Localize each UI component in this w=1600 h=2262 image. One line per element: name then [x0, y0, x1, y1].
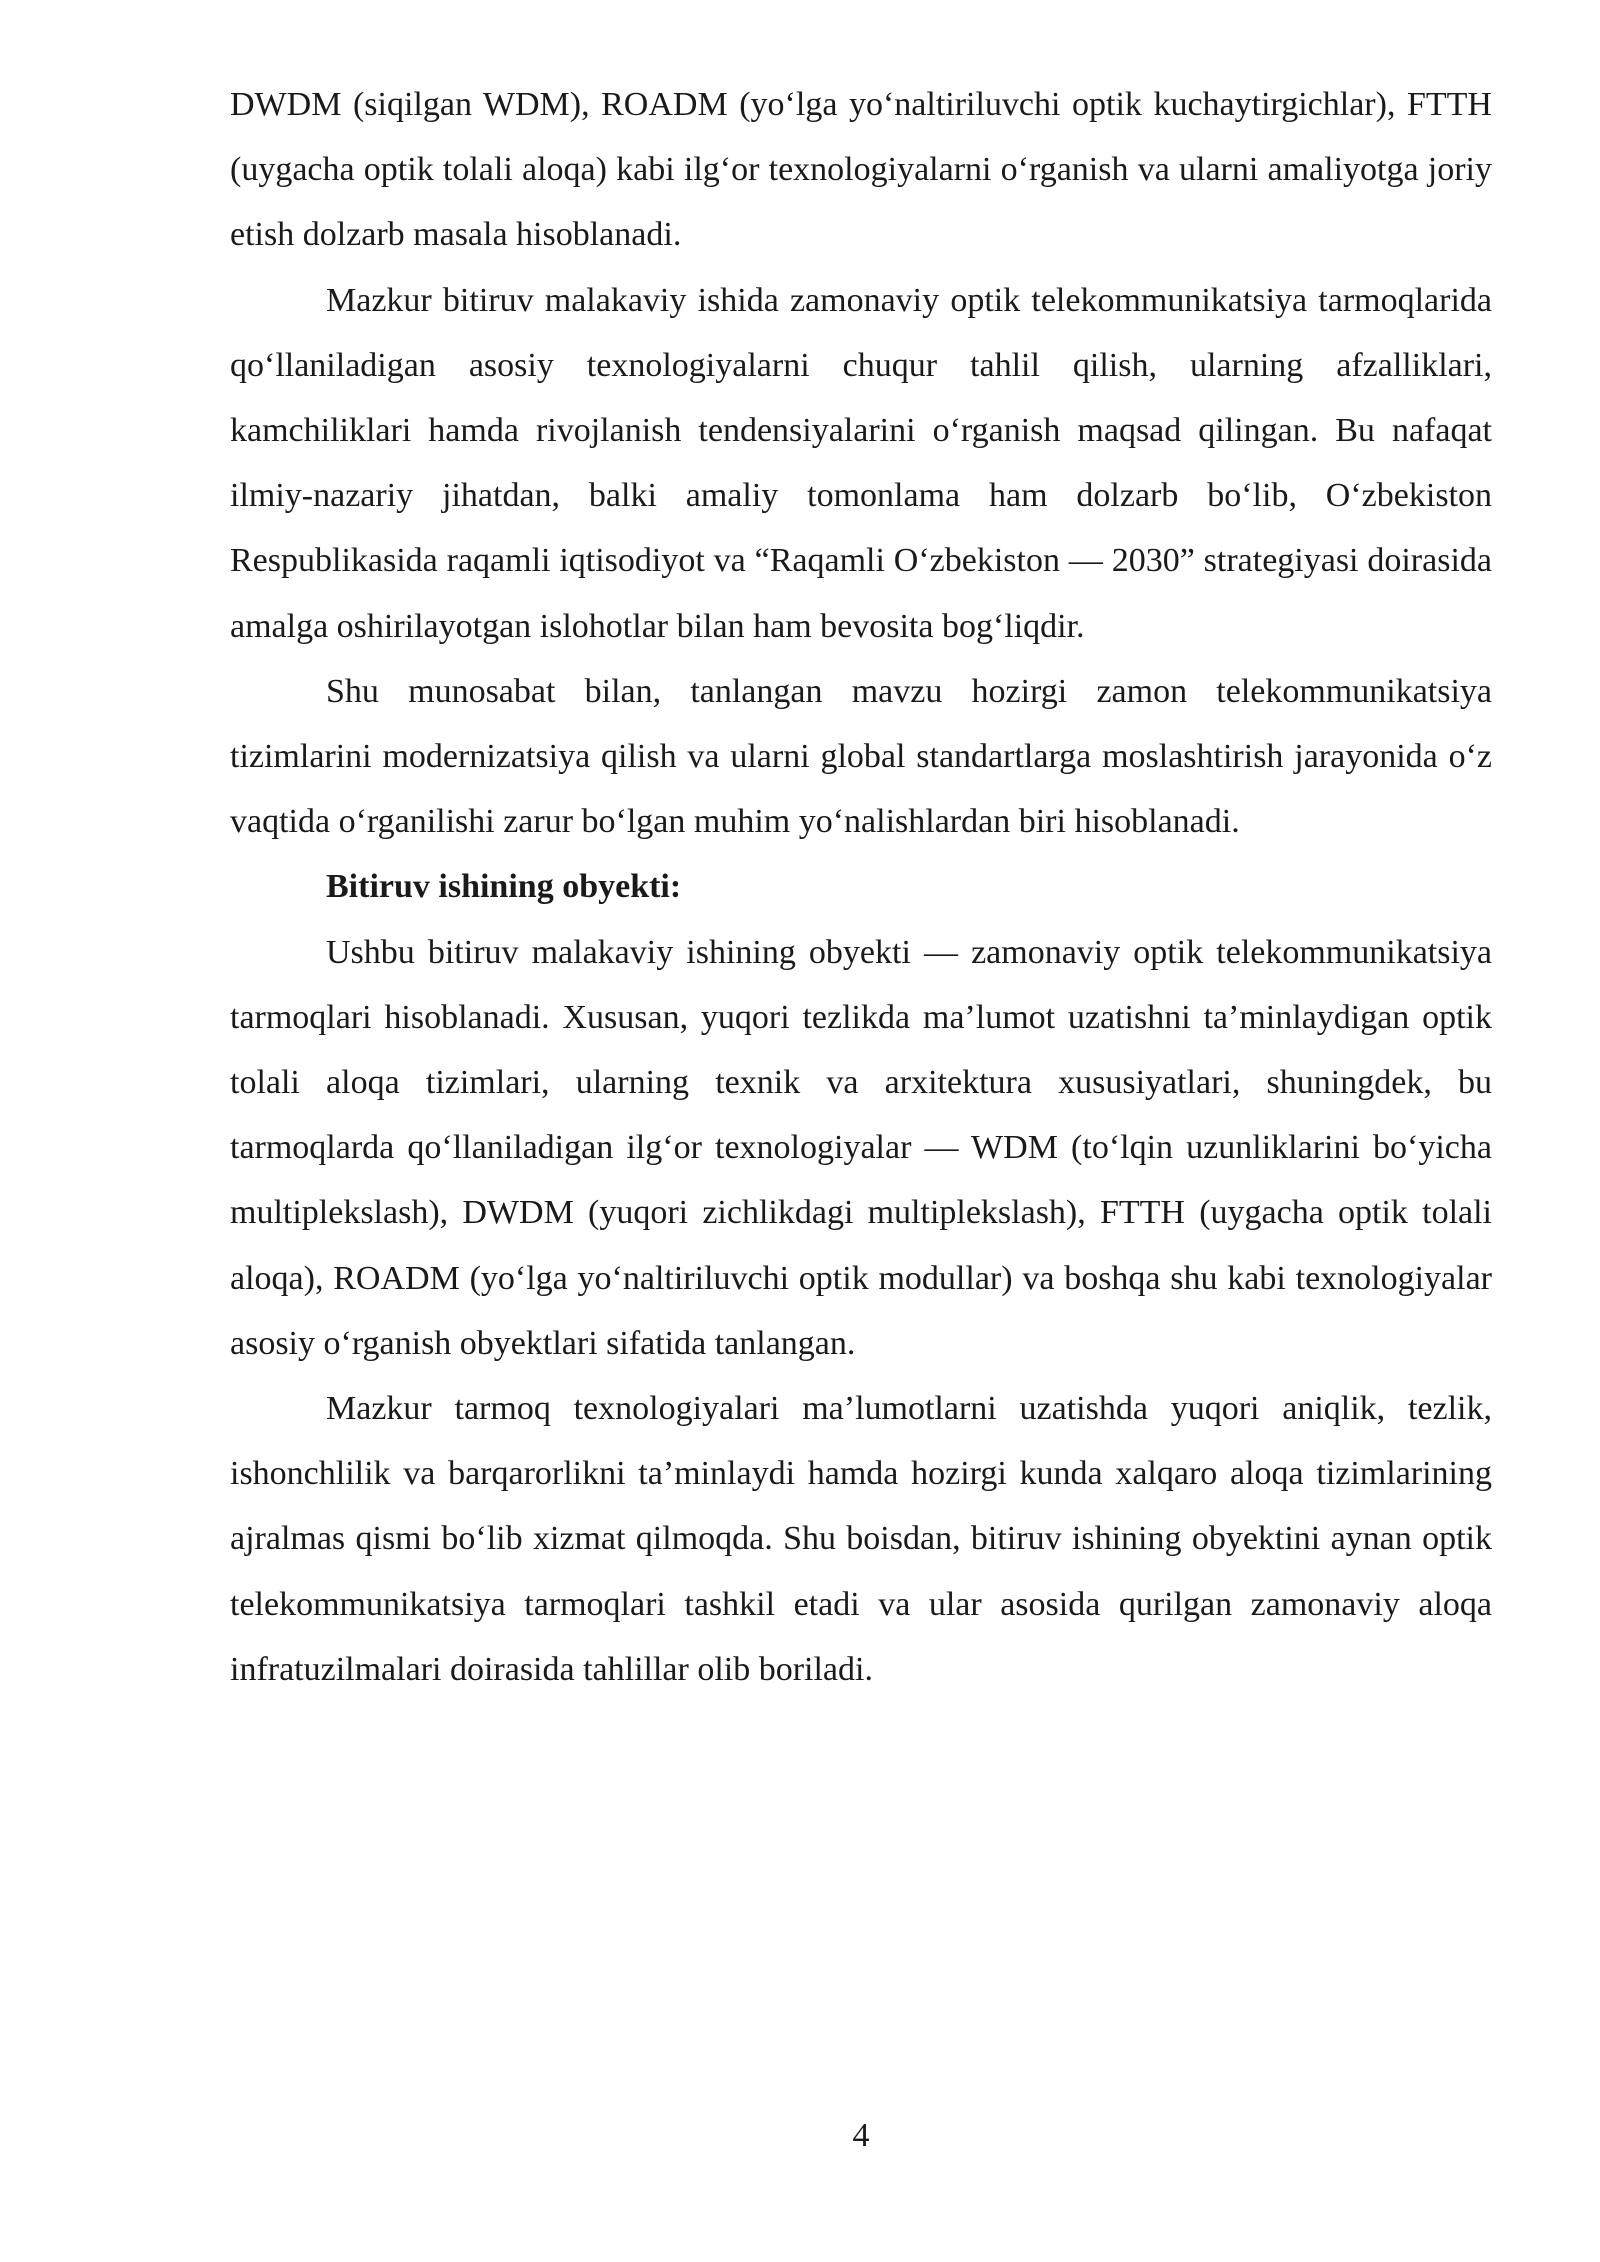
paragraph-object-details: Mazkur tarmoq texnologiyalari ma’lumotlarni uzatishda yuqori aniqlik, tezlik, ishonchlilik va barqarorlikni ta’minlaydi hamda hozirgi kunda xalqaro aloqa tizimlarining ajralmas qismi bo‘lib xizmat qilmoqda. Shu boisdan, bitiruv ishining obyektini aynan optik telekommunikatsiya tarmoqlari tashkil etadi va ular asosida qurilgan zamonaviy aloqa infratuzilmalari doirasida tahlillar olib boriladi.: [230, 1390, 1492, 1688]
document-page: [230, 72, 1492, 1702]
paragraph-object: Ushbu bitiruv malakaviy ishining obyekti — zamonaviy optik telekommunikatsiya tarmoqlari hisoblanadi. Xususan, yuqori tezlikda ma’lumot uzatishni ta’minlaydigan optik tolali aloqa tizimlari, ularning texnik va arxitektura xususiyatlari, shuningdek, bu tarmoqlarda qo‘llaniladigan ilg‘or texnologiyalar — WDM (to‘lqin uzunliklarini bo‘yicha multiplekslash), DWDM (yuqori zichlikdagi multiplekslash), FTTH (uygacha optik tolali aloqa), ROADM (yo‘lga yo‘naltiriluvchi optik modullar) va boshqa shu kabi texnologiyalar asosiy o‘rganish obyektlari sifatida tanlangan.: [230, 933, 1492, 1362]
paragraph-relevance: Shu munosabat bilan, tanlangan mavzu hozirgi zamon telekommunikatsiya tizimlarini modernizatsiya qilish va ularni global standartlarga moslashtirish jarayonida o‘z vaqtida o‘rganilishi zarur bo‘lgan muhim yo‘nalishlardan biri hisoblanadi.: [230, 672, 1492, 841]
page-number: 4: [852, 2117, 870, 2154]
section-heading-object: Bitiruv ishining obyekti:: [326, 868, 682, 906]
paragraph-purpose: Mazkur bitiruv malakaviy ishida zamonaviy optik telekommunikatsiya tarmoqlarida qo‘llaniladigan asosiy texnologiyalarni chuqur tahlil qilish, ularning afzalliklari, kamchiliklari hamda rivojlanish tendensiyalarini o‘rganish maqsad qilingan. Bu nafaqat ilmiy-nazariy jihatdan, balki amaliy tomonlama ham dolzarb bo‘lib, O‘zbekiston Respublikasida raqamli iqtisodiyot va “Raqamli O‘zbekiston — 2030” strategiyasi doirasida amalga oshirilayotgan islohotlar bilan ham bevosita bog‘liqdir.: [230, 281, 1492, 645]
paragraph-continuation: DWDM (siqilgan WDM), ROADM (yo‘lga yo‘naltiriluvchi optik kuchaytirgichlar), FTTH (uygacha optik tolali aloqa) kabi ilg‘or texnologiyalarni o‘rganish va ularni amaliyotga joriy etish dolzarb masala hisoblanadi.: [230, 86, 1492, 254]
